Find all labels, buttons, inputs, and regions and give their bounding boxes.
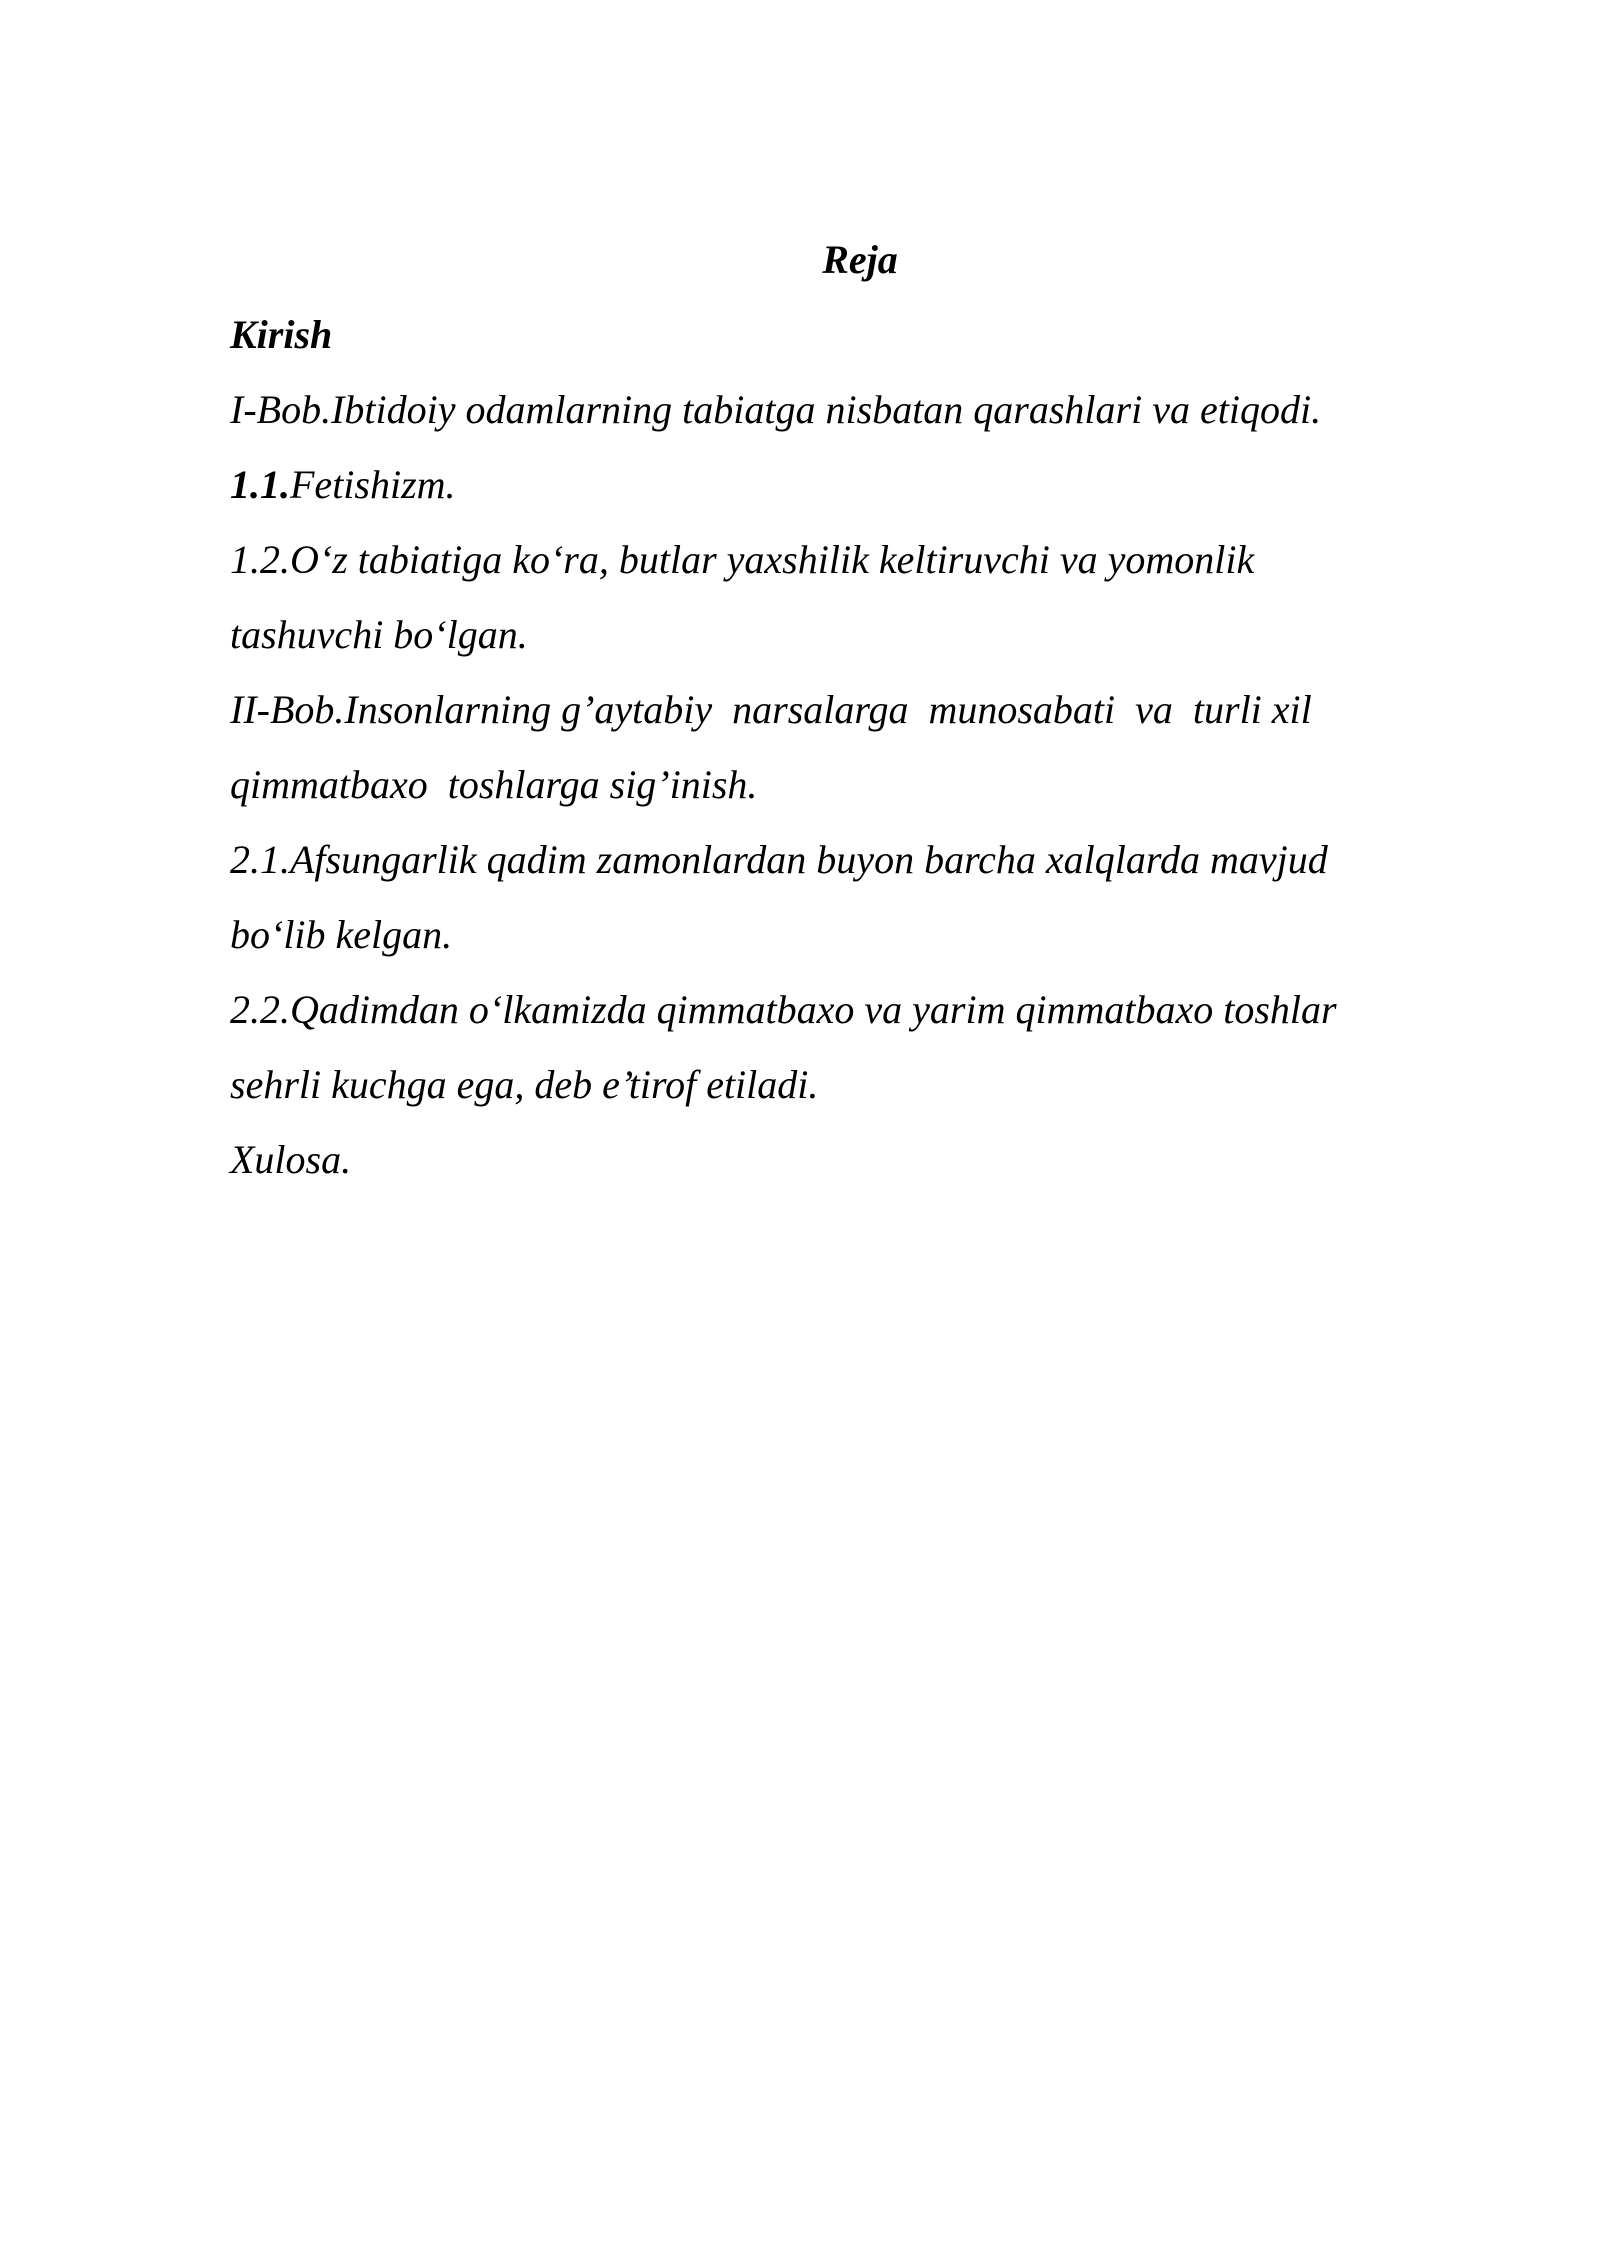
section-2-2-line-2: sehrli kuchga ega, deb e’tirof etiladi. (230, 1062, 819, 1107)
section-1-1-number: 1.1. (230, 462, 290, 507)
section-2-1-line-2: bo‘lib kelgan. (230, 912, 453, 957)
intro-heading: Kirish (230, 312, 333, 357)
plan-title: Reja (822, 237, 898, 282)
chapter-2-heading-line-2: qimmatbaxo toshlarga sig’inish. (230, 762, 758, 807)
conclusion-heading: Xulosa. (230, 1137, 352, 1182)
section-2-1-line-1: 2.1.Afsungarlik qadim zamonlardan buyon barcha xalqlarda mavjud (230, 837, 1328, 882)
plan-content (230, 222, 1450, 1197)
section-1-1-text: Fetishizm. (290, 462, 456, 507)
section-1-2-line-1: 1.2.O‘z tabiatiga ko‘ra, butlar yaxshilik keltiruvchi va yomonlik (230, 537, 1255, 582)
chapter-2-heading-line-1: II-Bob.Insonlarning g’aytabiy narsalarga munosabati va turli xil (230, 687, 1312, 732)
section-2-2-line-1: 2.2.Qadimdan o‘lkamizda qimmatbaxo va yarim qimmatbaxo toshlar (230, 987, 1337, 1032)
chapter-1-heading: I-Bob.Ibtidoiy odamlarning tabiatga nisbatan qarashlari va etiqodi. (230, 387, 1322, 432)
section-1-1 (230, 447, 1450, 522)
section-1-2-line-2: tashuvchi bo‘lgan. (230, 612, 528, 657)
